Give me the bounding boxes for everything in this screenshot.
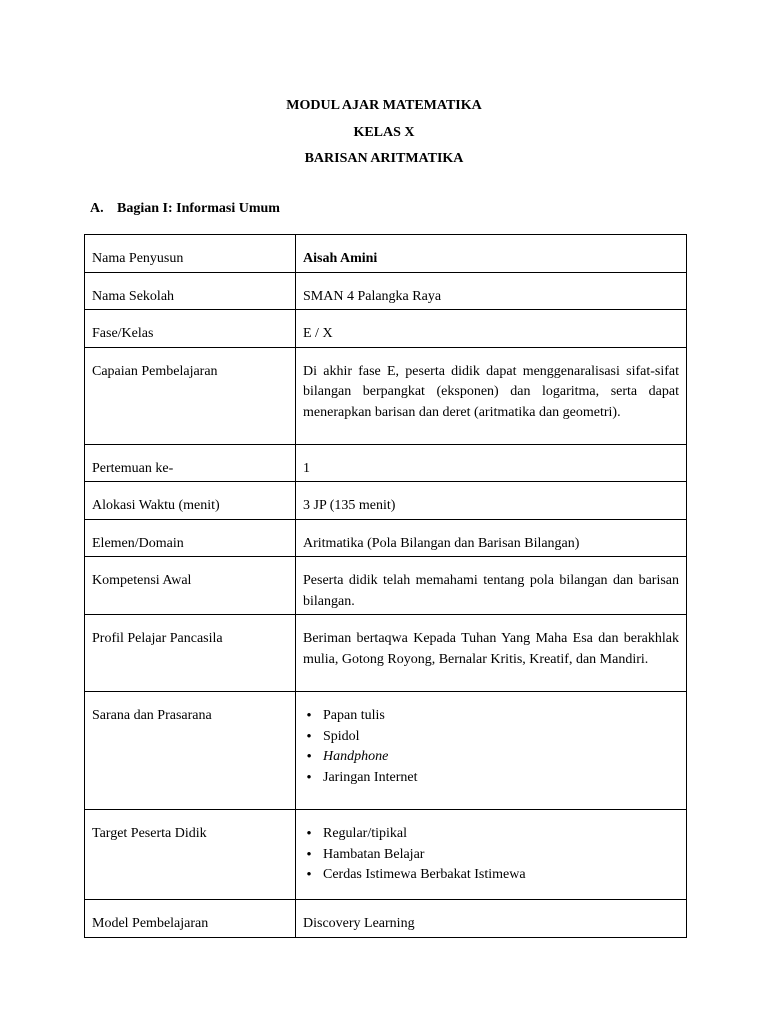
table-row — [85, 519, 687, 557]
row-label: Alokasi Waktu (menit) — [85, 482, 296, 520]
row-value: 3 JP (135 menit) — [296, 482, 687, 520]
table-row — [85, 900, 687, 938]
row-label: Target Peserta Didik — [85, 810, 296, 900]
title-line-3: BARISAN ARITMATIKA — [304, 151, 464, 166]
row-label: Sarana dan Prasarana — [85, 692, 296, 810]
list-item: • Handphone — [323, 747, 679, 768]
section-letter: A. — [90, 201, 104, 216]
target-students-list — [303, 824, 679, 886]
row-value — [296, 692, 687, 810]
row-label: Kompetensi Awal — [85, 557, 296, 615]
table-row — [85, 810, 687, 900]
row-value: E / X — [296, 310, 687, 348]
title-line-2: KELAS X — [353, 124, 415, 140]
row-label: Elemen/Domain — [85, 519, 296, 557]
section-heading-text: Bagian I: Informasi Umum — [117, 201, 280, 216]
row-value: Aisah Amini — [296, 235, 687, 273]
table-row — [85, 235, 687, 273]
table-row — [85, 482, 687, 520]
table-row — [85, 692, 687, 810]
row-label: Capaian Pembelajaran — [85, 347, 296, 444]
table-row — [85, 615, 687, 692]
row-value: SMAN 4 Palangka Raya — [296, 272, 687, 310]
table-row — [85, 347, 687, 444]
table-row — [85, 272, 687, 310]
list-item: • Hambatan Belajar — [323, 845, 679, 866]
row-value: Beriman bertaqwa Kepada Tuhan Yang Maha Esa dan berakhlak mulia, Gotong Royong, Bernalar Kritis, Kreatif, dan Mandiri. — [296, 615, 687, 692]
table-row — [85, 557, 687, 615]
row-label: Pertemuan ke- — [85, 444, 296, 482]
row-label: Fase/Kelas — [85, 310, 296, 348]
list-item: • Regular/tipikal — [323, 824, 679, 845]
row-value — [296, 810, 687, 900]
table-row — [85, 444, 687, 482]
row-label: Nama Sekolah — [85, 272, 296, 310]
general-info-table — [84, 234, 687, 938]
list-item: • Spidol — [323, 727, 679, 748]
row-value: 1 — [296, 444, 687, 482]
title-line-1: MODUL AJAR MATEMATIKA — [286, 98, 482, 113]
list-item: • Cerdas Istimewa Berbakat Istimewa — [323, 865, 679, 886]
row-value: Peserta didik telah memahami tentang pola bilangan dan barisan bilangan. — [296, 557, 687, 615]
table-row — [85, 310, 687, 348]
list-item: • Jaringan Internet — [323, 768, 679, 789]
row-label: Profil Pelajar Pancasila — [85, 615, 296, 692]
section-heading — [90, 199, 280, 219]
row-value: Di akhir fase E, peserta didik dapat menggenaralisasi sifat-sifat bilangan berpangkat (eksponen) dan logaritma, serta dapat menerapkan barisan dan deret (aritmatika dan geometri). — [296, 347, 687, 444]
row-value: Discovery Learning — [296, 900, 687, 938]
row-label: Model Pembelajaran — [85, 900, 296, 938]
list-item: • Papan tulis — [323, 706, 679, 727]
document-title — [0, 93, 768, 173]
facilities-list — [303, 706, 679, 788]
row-label: Nama Penyusun — [85, 235, 296, 273]
row-value: Aritmatika (Pola Bilangan dan Barisan Bilangan) — [296, 519, 687, 557]
